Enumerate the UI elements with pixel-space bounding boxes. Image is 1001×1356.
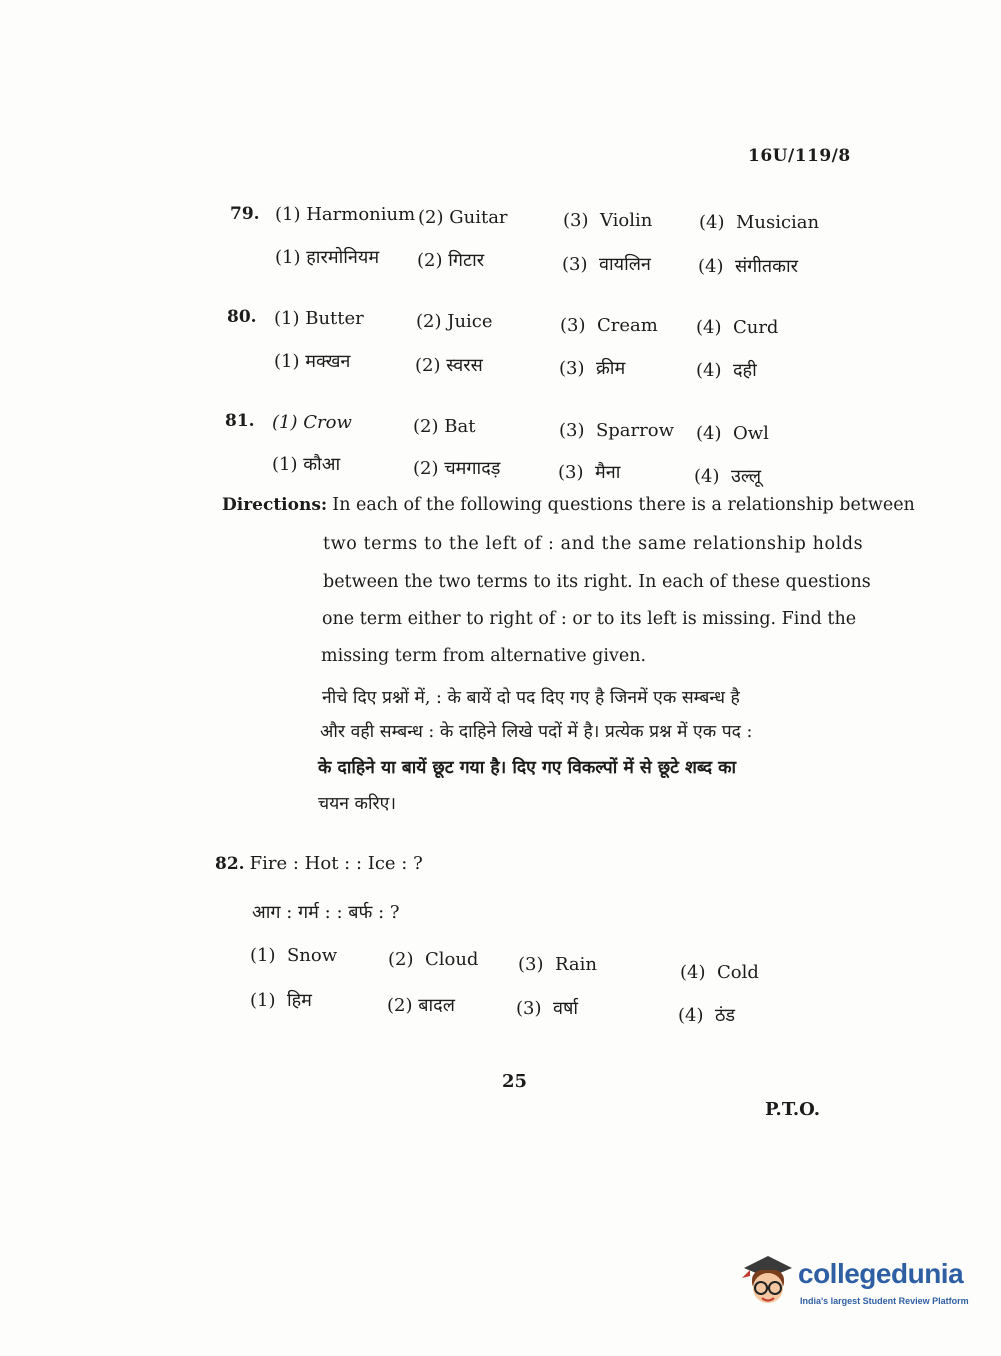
option-num: (3)	[518, 954, 544, 975]
option-num: (3)	[563, 210, 589, 231]
directions-hi-line-2: और वही सम्बन्ध : के दाहिने लिखे पदों में है। प्रत्येक प्रश्न में एक पद :	[320, 722, 753, 742]
option-num: (4)	[696, 360, 722, 381]
option-num: (4)	[699, 212, 725, 233]
option-text: Crow	[303, 412, 352, 433]
option-num: (3)	[560, 315, 586, 336]
directions-hi-line-3: के दाहिने या बायें छूट गया है। दिए गए विकल्पों में से छूटे शब्द का	[318, 758, 737, 778]
question-text-hi: आग : गर्म : : बर्फ : ?	[252, 902, 400, 923]
question-number: 79.	[230, 204, 260, 224]
option-num: (2)	[387, 995, 413, 1016]
option-num: (3)	[558, 462, 584, 483]
option-text: मैना	[594, 462, 621, 483]
option-num: (4)	[698, 256, 724, 277]
option-num: (1)	[272, 454, 298, 475]
option-text: Guitar	[449, 207, 508, 228]
option-num: (3)	[559, 358, 585, 379]
option-4-hi	[698, 254, 798, 278]
option-1-hi	[250, 988, 312, 1012]
option-text: Bat	[444, 416, 476, 437]
directions-line-4: one term either to right of : or to its left is missing. Find the	[322, 609, 857, 629]
option-num: (1)	[275, 204, 301, 225]
option-1-hi	[272, 452, 340, 476]
option-text: चमगादड़	[444, 458, 501, 479]
option-num: (4)	[694, 466, 720, 487]
option-text: Butter	[305, 308, 364, 329]
option-4-hi	[696, 358, 757, 382]
option-3-en	[559, 420, 674, 441]
option-3-hi	[516, 996, 578, 1020]
collegedunia-watermark	[738, 1248, 968, 1318]
option-text: संगीतकार	[734, 256, 799, 277]
option-3-en	[518, 954, 597, 975]
option-2-hi	[413, 456, 500, 480]
directions-text: In each of the following questions there is a relationship between	[332, 495, 915, 515]
option-1-en	[250, 945, 337, 966]
brand-tagline: India's largest Student Review Platform	[800, 1296, 969, 1306]
option-num: (1)	[272, 412, 298, 433]
option-num: (4)	[680, 962, 706, 983]
option-text: Juice	[447, 311, 493, 332]
directions-line-2: two terms to the left of : and the same relationship holds	[323, 534, 864, 554]
option-text: स्वरस	[446, 355, 483, 376]
option-text: Cold	[716, 962, 759, 983]
option-num: (2)	[413, 458, 439, 479]
option-num: (2)	[415, 355, 441, 376]
option-num: (4)	[696, 423, 722, 444]
option-1-hi	[274, 349, 350, 373]
page-number: 25	[502, 1071, 528, 1092]
option-text: वर्षा	[552, 998, 579, 1019]
pto-label: P.T.O.	[765, 1099, 821, 1120]
option-num: (2)	[416, 311, 442, 332]
option-text: Musician	[735, 212, 820, 233]
option-4-en	[680, 962, 759, 983]
option-1-en	[275, 204, 415, 225]
option-text: ठंड	[714, 1005, 736, 1026]
option-text: Owl	[732, 423, 769, 444]
directions-hi-line-1: नीचे दिए प्रश्नों में, : के बायें दो पद दिए गए है जिनमें एक सम्बन्ध है	[322, 688, 740, 708]
option-4-en	[696, 317, 778, 338]
directions-line-3: between the two terms to its right. In each of these questions	[323, 572, 871, 592]
brand-name: collegedunia	[798, 1258, 964, 1289]
question-number: 80.	[227, 307, 257, 327]
option-2-hi	[387, 993, 455, 1017]
option-text: दही	[732, 360, 757, 381]
option-num: (1)	[274, 308, 300, 329]
option-text: मक्खन	[305, 351, 351, 372]
option-num: (1)	[274, 351, 300, 372]
option-num: (1)	[275, 247, 301, 268]
option-2-en	[418, 207, 508, 228]
option-text: उल्लू	[730, 466, 762, 487]
question-number: 82.	[215, 854, 245, 874]
option-2-hi	[417, 248, 484, 272]
option-text: वायलिन	[598, 254, 651, 275]
option-text: Snow	[286, 945, 338, 966]
mascot-icon	[738, 1250, 794, 1314]
option-3-en	[563, 210, 652, 231]
option-text: कौआ	[303, 454, 341, 475]
option-num: (1)	[250, 945, 276, 966]
option-num: (2)	[388, 949, 414, 970]
paper-code: 16U/119/8	[748, 146, 851, 166]
option-1-en	[274, 308, 364, 329]
option-2-en	[416, 311, 493, 332]
option-text: Harmonium	[306, 204, 416, 225]
option-3-hi	[562, 252, 651, 276]
option-text: क्रीम	[595, 358, 626, 379]
option-3-hi	[558, 460, 620, 484]
directions-line-5: missing term from alternative given.	[321, 646, 647, 666]
option-num: (3)	[562, 254, 588, 275]
option-num: (2)	[413, 416, 439, 437]
option-num: (4)	[696, 317, 722, 338]
question-82-stem	[215, 853, 423, 874]
option-text: Curd	[732, 317, 779, 338]
option-4-en	[699, 212, 819, 233]
directions-line-1	[222, 495, 915, 515]
option-1-en	[272, 412, 352, 433]
option-num: (1)	[250, 990, 276, 1011]
option-3-hi	[559, 356, 625, 380]
option-4-en	[696, 423, 769, 444]
option-num: (2)	[418, 207, 444, 228]
option-4-hi	[694, 464, 761, 488]
option-num: (3)	[559, 420, 585, 441]
option-num: (4)	[678, 1005, 704, 1026]
option-text: Violin	[599, 210, 653, 231]
option-text: गिटार	[448, 250, 485, 271]
option-2-en	[413, 416, 475, 437]
option-num: (3)	[516, 998, 542, 1019]
option-text: बादल	[418, 995, 455, 1016]
option-text: हिम	[286, 990, 312, 1011]
option-num: (2)	[417, 250, 443, 271]
option-3-en	[560, 315, 658, 336]
option-text: Cream	[596, 315, 658, 336]
option-1-hi	[275, 245, 379, 269]
option-text: Cloud	[424, 949, 479, 970]
option-4-hi	[678, 1003, 735, 1027]
directions-label: Directions:	[222, 495, 328, 515]
option-2-hi	[415, 353, 483, 377]
option-2-en	[388, 949, 478, 970]
option-text: Sparrow	[595, 420, 674, 441]
question-number: 81.	[225, 411, 255, 431]
directions-hi-line-4: चयन करिए।	[318, 794, 396, 814]
option-text: Rain	[554, 954, 597, 975]
option-text: हारमोनियम	[306, 247, 380, 268]
question-text-en: Fire : Hot : : Ice : ?	[249, 853, 423, 874]
